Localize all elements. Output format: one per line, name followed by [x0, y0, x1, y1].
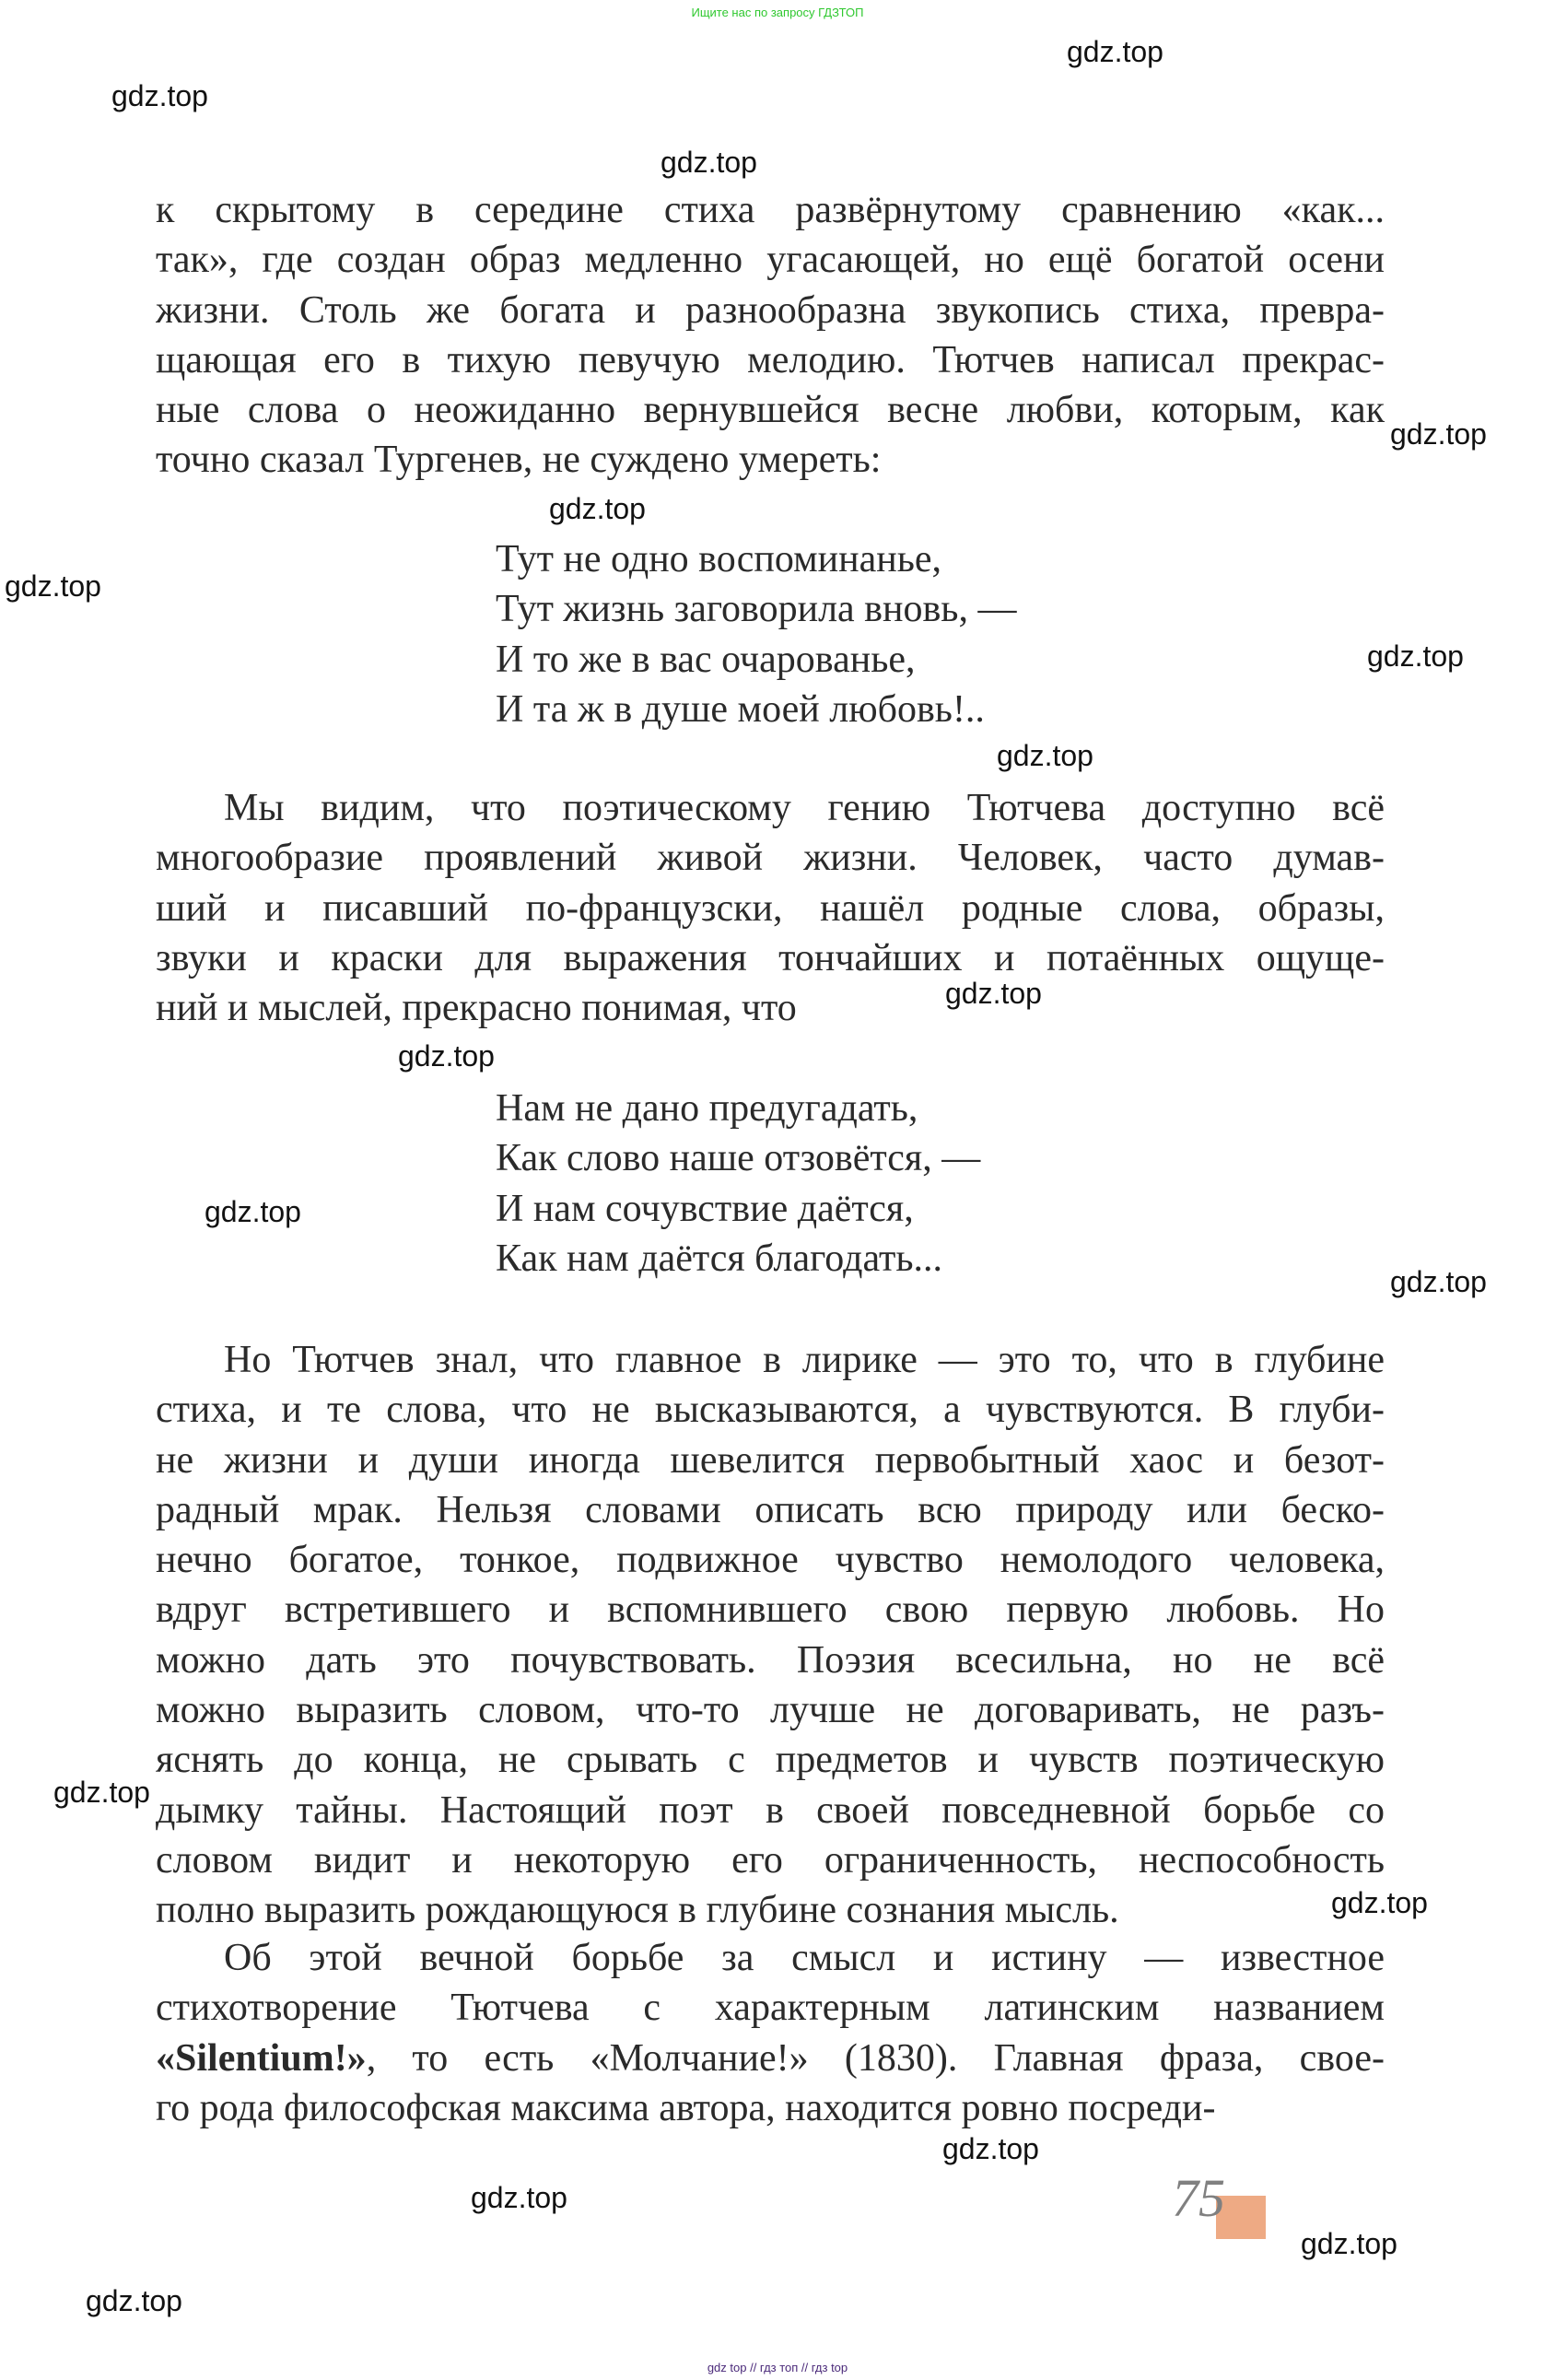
- text-line: щающая его в тихую певучую мелодию. Тютчев написал прекрас-: [156, 338, 1385, 381]
- text-line: ший и писавший по-французски, нашёл родные слова, образы,: [156, 886, 1385, 930]
- text-line: звуки и краски для выражения тончайших и потаённых ощуще-: [156, 936, 1385, 979]
- text-line: радный мрак. Нельзя словами описать всю природу или беско-: [156, 1488, 1385, 1531]
- text-line: Мы видим, что поэтическому гению Тютчева доступно всё: [224, 787, 1385, 829]
- text-line: так», где создан образ медленно угасающей, но ещё богатой осени: [156, 239, 1385, 282]
- watermark: gdz.top: [5, 569, 101, 603]
- text-line: не жизни и души иногда шевелится первобытный хаос и безот-: [156, 1438, 1385, 1482]
- text-line: жизни. Столь же богата и разнообразна звукопись стиха, превра-: [156, 288, 1385, 332]
- text-line: яснять до конца, не срывать с предметов и чувств поэтическую: [156, 1739, 1385, 1782]
- watermark: gdz.top: [661, 146, 757, 179]
- poem-stanza: [496, 534, 1325, 734]
- text-line: словом видит и некоторую его ограниченность, неспособность: [156, 1838, 1385, 1882]
- poem-stanza: [496, 1084, 1325, 1284]
- page-number: 75: [1172, 2168, 1225, 2228]
- poem-line: Тут жизнь заговорила вновь, —: [496, 588, 1017, 631]
- watermark: gdz.top: [997, 739, 1093, 772]
- header-note: Ищите нас по запросу ГДЗТОП: [691, 6, 864, 19]
- watermark: gdz.top: [86, 2284, 182, 2317]
- poem-line: И та ж в душе моей любовь!..: [496, 687, 985, 731]
- text-line: дымку тайны. Настоящий поэт в своей повседневной борьбе со: [156, 1788, 1385, 1832]
- watermark: gdz.top: [471, 2181, 567, 2214]
- paragraph: [156, 1933, 1385, 2133]
- watermark: gdz.top: [1390, 417, 1487, 451]
- watermark: gdz.top: [549, 492, 646, 525]
- watermark: gdz.top: [53, 1776, 150, 1809]
- watermark: gdz.top: [1067, 35, 1163, 68]
- text-segment: , то есть «Молчание!» (1830). Главная фраза, свое-: [366, 2036, 1385, 2080]
- poem-title: «Silentium!»: [156, 2036, 367, 2080]
- text-line: к скрытому в середине стиха развёрнутому сравнению «как...: [156, 189, 1385, 231]
- text-line: можно выразить словом, что-то лучше не договаривать, не разъ-: [156, 1689, 1385, 1732]
- text-line: го рода философская максима автора, находится ровно посреди-: [156, 2086, 1216, 2129]
- text-line: стиха, и те слова, что не высказываются, а чувствуются. В глуби-: [156, 1389, 1385, 1432]
- watermark: gdz.top: [945, 977, 1042, 1010]
- paragraph: [156, 1335, 1385, 1936]
- text-line: нечно богатое, тонкое, подвижное чувство немолодого человека,: [156, 1539, 1385, 1582]
- watermark: gdz.top: [1301, 2227, 1397, 2260]
- watermark: gdz.top: [1367, 639, 1464, 673]
- poem-line: И то же в вас очарованье,: [496, 638, 916, 681]
- footer-note: gdz top // гдз топ // гдз top: [707, 2361, 848, 2374]
- text-line: полно выразить рождающуюся в глубине сознания мысль.: [156, 1889, 1119, 1932]
- poem-line: Как нам даётся благодать...: [496, 1237, 943, 1280]
- poem-line: Тут не одно воспоминанье,: [496, 538, 942, 580]
- text-line: вдруг встретившего и вспомнившего свою первую любовь. Но: [156, 1589, 1385, 1632]
- text-line: многообразие проявлений живой жизни. Человек, часто думав-: [156, 837, 1385, 880]
- watermark: gdz.top: [205, 1195, 301, 1228]
- paragraph: [156, 185, 1385, 486]
- text-line: ний и мыслей, прекрасно понимая, что: [156, 987, 797, 1030]
- paragraph: [156, 783, 1385, 1033]
- watermark: gdz.top: [942, 2132, 1039, 2165]
- text-line: [156, 2034, 1385, 2083]
- text-line: ные слова о неожиданно вернувшейся весне любви, которым, как: [156, 389, 1385, 432]
- watermark: gdz.top: [398, 1039, 495, 1073]
- watermark: gdz.top: [111, 79, 208, 112]
- poem-line: И нам сочувствие даётся,: [496, 1187, 914, 1230]
- watermark: gdz.top: [1331, 1886, 1428, 1919]
- text-line: стихотворение Тютчева с характерным латинским названием: [156, 1987, 1385, 2030]
- text-line: Об этой вечной борьбе за смысл и истину — известное: [224, 1937, 1385, 1979]
- text-line: Но Тютчев знал, что главное в лирике — это то, что в глубине: [224, 1339, 1385, 1381]
- poem-line: Нам не дано предугадать,: [496, 1087, 918, 1130]
- watermark: gdz.top: [1390, 1265, 1487, 1298]
- poem-line: Как слово наше отзовётся, —: [496, 1137, 981, 1180]
- text-line: можно дать это почувствовать. Поэзия всесильна, но не всё: [156, 1638, 1385, 1682]
- text-line: точно сказал Тургенев, не суждено умереть:: [156, 439, 882, 482]
